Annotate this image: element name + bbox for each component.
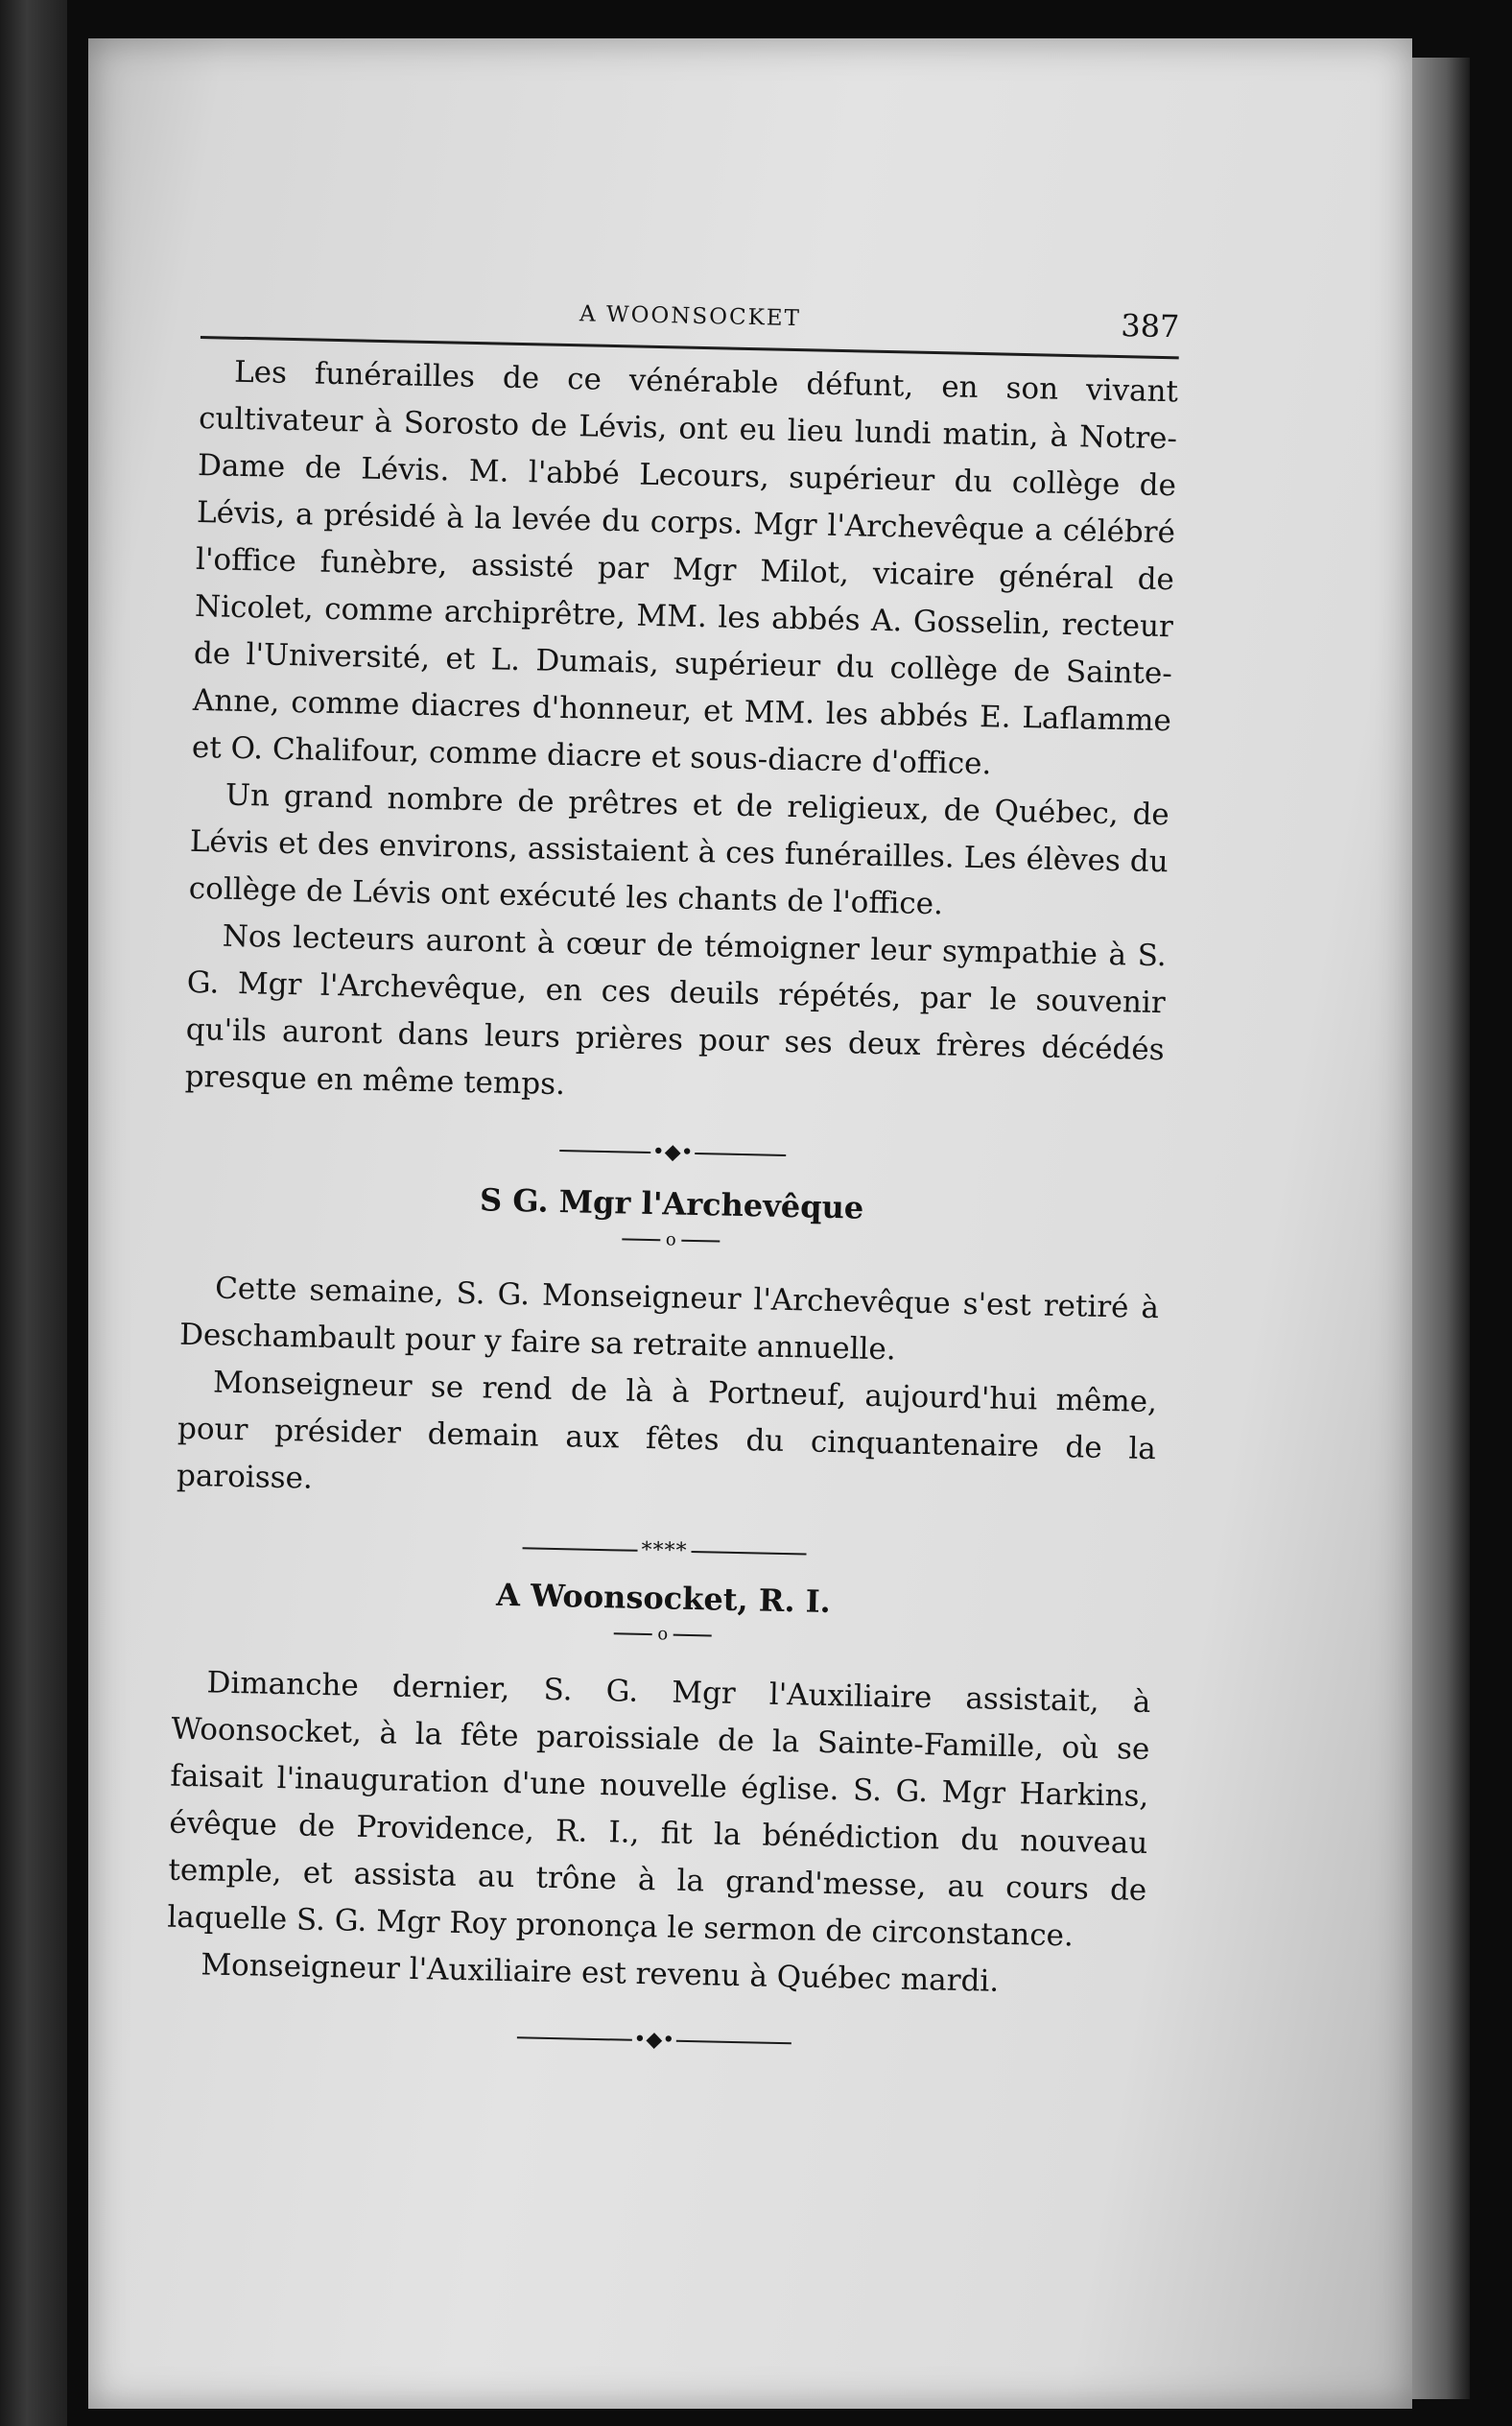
paragraph: Nos lecteurs auront à cœur de témoigner leur sympathie à S. G. Mgr l'Archevêque, en ces deuils répétés, par le souvenir qu'ils auront dans leurs prières pour ses deux frères décédés presque en même temps.: [184, 918, 1168, 1103]
paragraph: Monseigneur l'Auxiliaire est revenu à Québec mardi.: [201, 1947, 1000, 1999]
paragraph: Les funérailles de ce vénérable défunt, en son vivant cultivateur à Sorosto de Lévis, ont eu lieu lundi matin, à Notre-Dame de Lévis. M. l'abbé Lecours, supérieur du collège de Lévis, a présidé à la levée du corps. Mgr l'Archevêque a célébré l'office funèbre, assisté par Mgr Milot, vicaire général de Nicolet, comme archiprêtre, MM. les abbés A. Gosselin, recteur de l'Université, et L. Dumais, supérieur du collège de Sainte-Anne, comme diacres d'honneur, et MM. les abbés E. Laflamme et O. Chalifour, comme diacre et sous-diacre d'office.: [191, 354, 1179, 782]
paragraph: Monseigneur se rend de là à Portneuf, aujourd'hui même, pour présider demain aux fêtes du cinquantenaire de la paroisse.: [176, 1365, 1158, 1496]
right-page-stack: [1412, 58, 1470, 2399]
page-number: 387: [1120, 307, 1180, 345]
title-separator: o: [174, 1614, 1152, 1654]
paragraph: Un grand nombre de prêtres et de religieux, de Québec, de Lévis et des environs, assistaient à ces funérailles. Les élèves du collège de Lévis ont exécuté les chants de l'office.: [188, 777, 1170, 922]
stars-separator: ****: [175, 1529, 1153, 1573]
end-ornament: •◆•: [165, 2021, 1144, 2060]
section-title: A Woonsocket, R. I.: [495, 1576, 832, 1621]
page-text: [164, 288, 1180, 2083]
ornament-glyph: •◆•: [651, 1140, 694, 1165]
title-separator: o: [181, 1220, 1160, 1260]
running-title: A WOONSOCKET: [579, 301, 802, 332]
article-funerailles: [184, 348, 1178, 1121]
paragraph: Dimanche dernier, S. G. Mgr l'Auxiliaire assistait, à Woonsocket, à la fête paroissiale de la Sainte-Famille, où se faisait l'inauguration d'une nouvelle église. S. G. Mgr Harkins, évêque de Providence, R. I., fit la bénédiction du nouveau temple, et assista au trône à la grand'messe, au cours de laquelle S. G. Mgr Roy prononça le sermon de circonstance.: [167, 1665, 1151, 1954]
paragraph: Cette semaine, S. G. Monseigneur l'Archevêque s'est retiré à Deschambault pour y faire sa retraite annuelle.: [178, 1271, 1160, 1368]
article-woonsocket: [166, 1570, 1153, 2009]
section-title: S G. Mgr l'Archevêque: [479, 1181, 864, 1226]
article-archeveque: [177, 1176, 1162, 1520]
left-page-edge: [0, 0, 67, 2426]
section-ornament: [183, 1133, 1162, 1173]
